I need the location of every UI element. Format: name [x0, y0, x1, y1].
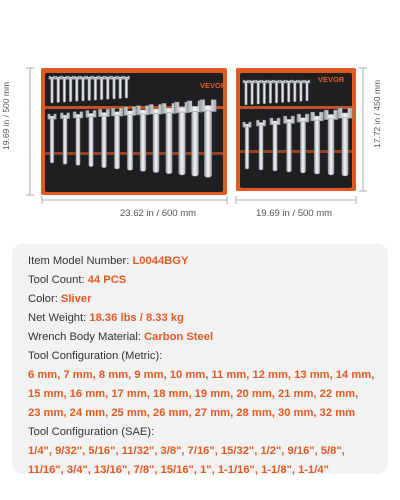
right-roll-height-label: 17.72 in / 450 mm	[372, 79, 382, 148]
sae-config-label: Tool Configuration (SAE):	[28, 426, 155, 438]
wrench-rolls-illustration	[0, 0, 400, 228]
color-row	[28, 290, 388, 309]
left-roll-height-label: 19.69 in / 500 mm	[1, 81, 11, 150]
model-number-row	[28, 252, 388, 271]
tool-count-value: 44 PCS	[87, 274, 127, 286]
product-image	[0, 0, 400, 228]
net-weight-row	[28, 309, 388, 328]
sae-wrench-roll	[236, 68, 356, 191]
color-label: Color:	[28, 293, 61, 305]
brand-logo-right: VEVOR	[318, 75, 345, 84]
net-weight-value: 18.36 lbs / 8.33 kg	[89, 312, 184, 324]
color-value: Sliver	[60, 293, 92, 305]
brand-logo-left: VEVOR	[200, 81, 227, 90]
metric-config-label: Tool Configuration (Metric):	[28, 350, 163, 362]
tool-count-label: Tool Count:	[28, 274, 88, 286]
sae-sizes-line: 1/4", 9/32", 5/16", 11/32", 3/8", 7/16", 15/32", 1/2", 9/16", 5/8",	[28, 445, 345, 457]
model-number-value: L0044BGY	[132, 255, 189, 267]
right-roll-width-label: 19.69 in / 500 mm	[256, 208, 333, 219]
metric-sizes-line: 6 mm, 7 mm, 8 mm, 9 mm, 10 mm, 11 mm, 12 mm, 13 mm, 14 mm,	[28, 369, 375, 381]
net-weight-label: Net Weight:	[28, 312, 90, 324]
specifications-panel	[12, 244, 388, 474]
sae-sizes-line: 11/16", 3/4", 13/16", 7/8", 15/16", 1", 1-1/16", 1-1/8", 1-1/4"	[28, 464, 329, 476]
left-roll-width-label: 23.62 in / 600 mm	[120, 208, 197, 219]
tool-count-row	[28, 271, 388, 290]
metric-sizes-line: 23 mm, 24 mm, 25 mm, 26 mm, 27 mm, 28 mm, 30 mm, 32 mm	[28, 407, 356, 419]
material-value: Carbon Steel	[144, 331, 214, 343]
material-label: Wrench Body Material:	[28, 331, 145, 343]
metric-sizes-line: 15 mm, 16 mm, 17 mm, 18 mm, 19 mm, 20 mm, 21 mm, 22 mm,	[28, 388, 359, 400]
model-number-label: Item Model Number:	[28, 255, 133, 267]
material-row	[28, 328, 388, 347]
